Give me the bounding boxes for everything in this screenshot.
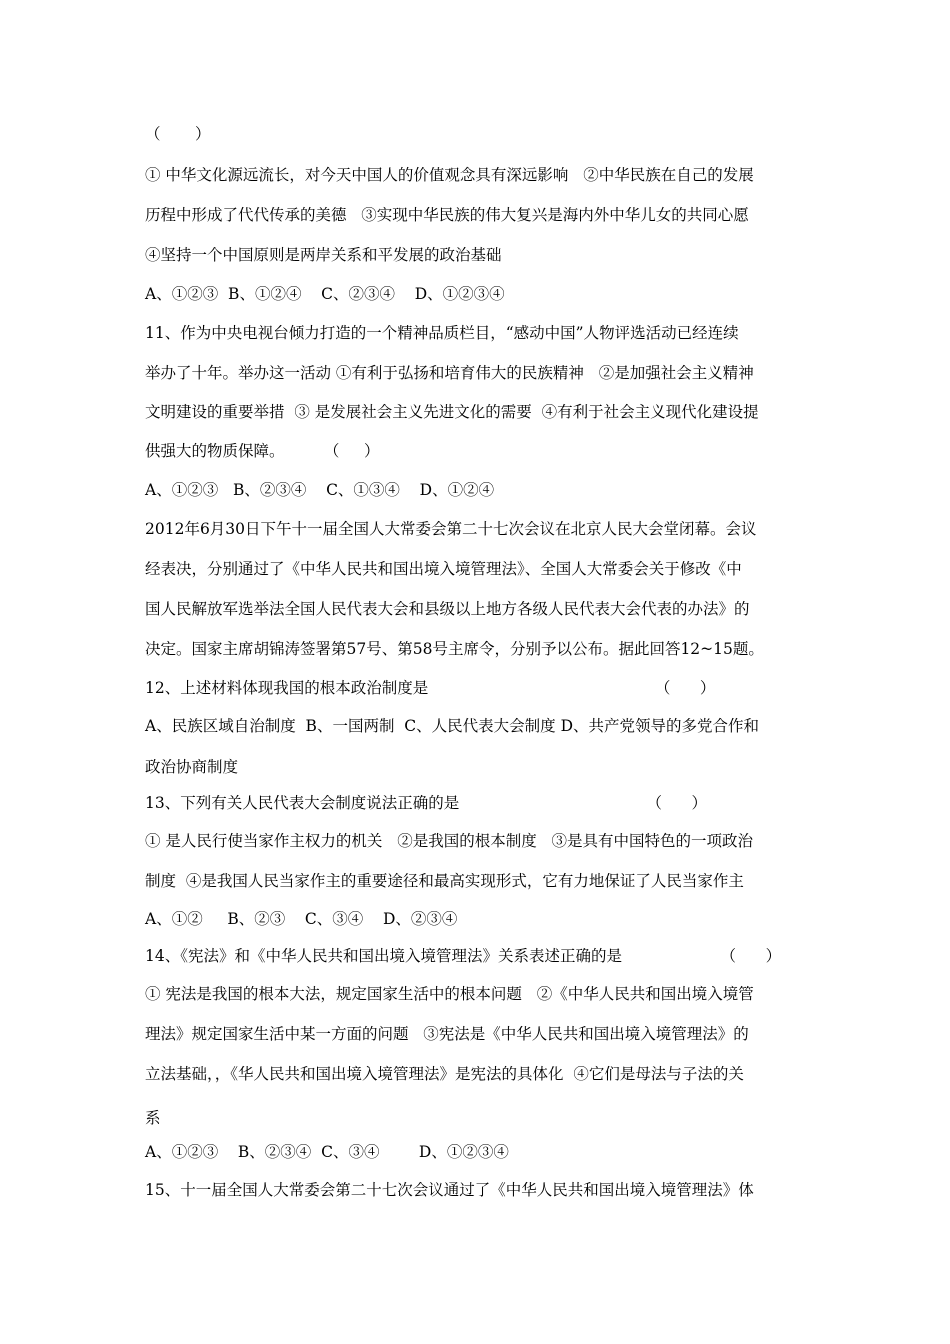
- text-line: A、①②③ B、②③④ C、①③④ D、①②④: [145, 481, 495, 499]
- text-line: ① 中华文化源远流长，对今天中国人的价值观念具有深远影响 ②中华民族在自己的发展: [145, 166, 754, 184]
- question-12: 12、上述材料体现我国的根本政治制度是 （ ）: [145, 679, 716, 697]
- text-line: （ ）: [145, 125, 211, 143]
- text-line: A、①② B、②③ C、③④ D、②③④: [145, 910, 458, 928]
- text-line: A、①②③ B、①②④ C、②③④ D、①②③④: [145, 285, 505, 303]
- text-line: 经表决，分别通过了《中华人民共和国出境入境管理法》、全国人大常委会关于修改《中: [145, 560, 742, 578]
- text-line: 理法》规定国家生活中某一方面的问题 ③宪法是《中华人民共和国出境入境管理法》的: [145, 1025, 749, 1043]
- text-line: 政治协商制度: [145, 758, 239, 776]
- text-line: 历程中形成了代代传承的美德 ③实现中华民族的伟大复兴是海内外中华儿女的共同心愿: [145, 206, 749, 224]
- question-15: 15、十一届全国人大常委会第二十七次会议通过了《中华人民共和国出境入境管理法》体: [145, 1181, 754, 1199]
- question-14: 14、《宪法》和《中华人民共和国出境入境管理法》关系表述正确的是 （ ）: [145, 947, 782, 965]
- text-line: 文明建设的重要举措 ③ 是发展社会主义先进文化的需要 ④有利于社会主义现代化建设提: [145, 403, 759, 421]
- text-line: 立法基础，，《华人民共和国出境入境管理法》是宪法的具体化 ④它们是母法与子法的关: [145, 1065, 744, 1083]
- text-line: 决定。国家主席胡锦涛签署第57号、第58号主席令，分别予以公布。据此回答12~15题。: [145, 640, 764, 658]
- text-line: ① 宪法是我国的根本大法，规定国家生活中的根本问题 ②《中华人民共和国出境入境管: [145, 985, 754, 1003]
- text-line: A、①②③ B、②③④ C、③④ D、①②③④: [145, 1143, 509, 1161]
- question-13: 13、下列有关人民代表大会制度说法正确的是 （ ）: [145, 794, 708, 812]
- material-paragraph: 2012年6月30日下午十一届全国人大常委会第二十七次会议在北京人民大会堂闭幕。会议: [145, 520, 757, 538]
- question-11: 11、作为中央电视台倾力打造的一个精神品质栏目，“感动中国”人物评选活动已经连续: [145, 324, 739, 342]
- text-line: 系: [145, 1109, 161, 1127]
- text-line: 供强大的物质保障。 （ ）: [145, 442, 380, 460]
- text-line: A、民族区域自治制度 B、一国两制 C、人民代表大会制度 D、共产党领导的多党合作和: [145, 717, 760, 735]
- text-line: 国人民解放军选举法全国人民代表大会和县级以上地方各级人民代表大会代表的办法》的: [145, 600, 750, 618]
- text-line: 举办了十年。举办这一活动 ①有利于弘扬和培育伟大的民族精神 ②是加强社会主义精神: [145, 364, 754, 382]
- text-line: ④坚持一个中国原则是两岸关系和平发展的政治基础: [145, 246, 502, 264]
- text-line: ① 是人民行使当家作主权力的机关 ②是我国的根本制度 ③是具有中国特色的一项政治: [145, 832, 753, 850]
- text-line: 制度 ④是我国人民当家作主的重要途径和最高实现形式，它有力地保证了人民当家作主: [145, 872, 744, 890]
